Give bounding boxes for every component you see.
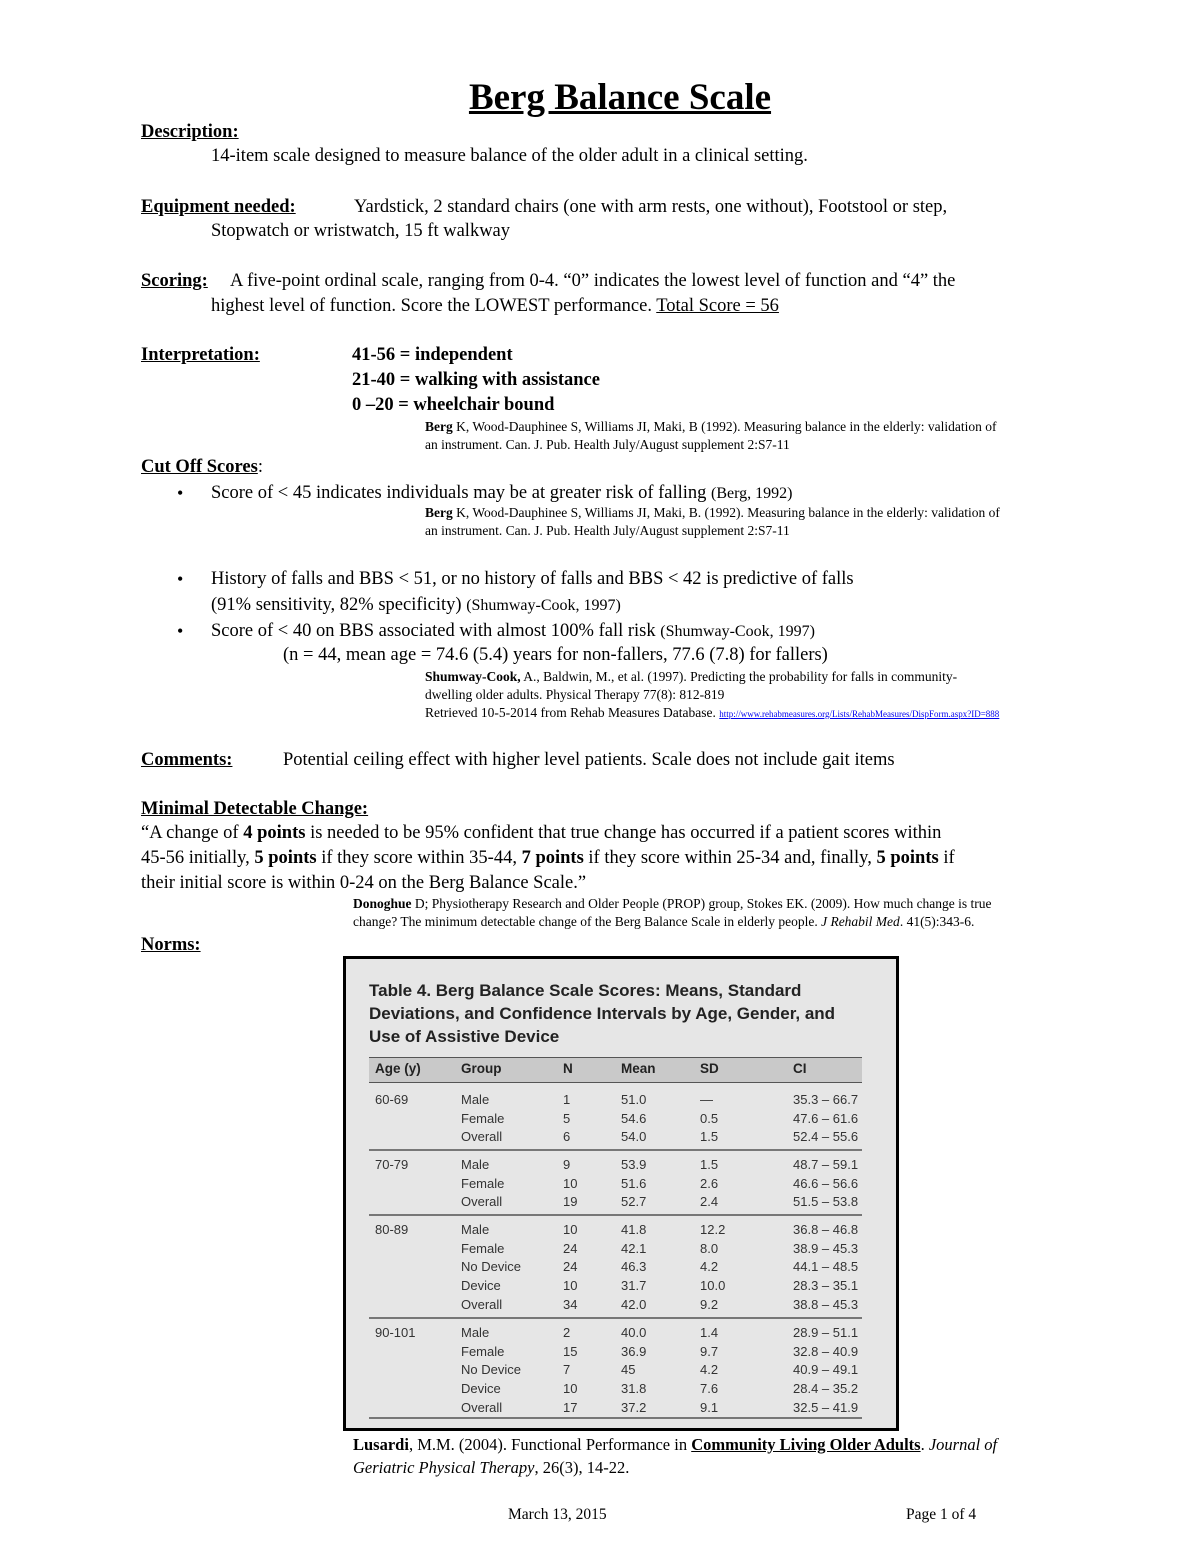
mean-cell: 51.6 [621,1175,647,1191]
sd-cell: 8.0 [700,1240,719,1256]
sd-cell: 1.5 [700,1157,719,1172]
ci-cell: 52.4 – 55.6 [793,1129,859,1145]
n-cell: 2 [563,1325,571,1340]
group-cell: Device [461,1278,501,1294]
comments-text: Potential ceiling effect with higher level patients. Scale does not include gait items [283,750,895,770]
col-ci: CI [793,1061,807,1076]
mean-cell: 54.6 [621,1110,647,1126]
norms-source-line2: Geriatric Physical Therapy, 26(3), 14-22. [353,1458,630,1477]
cutoff-reference-3: Shumway-Cook, A., Baldwin, M., et al. (1997). Predicting the probability for falls in community- [425,669,958,684]
mdc-quote-line3: their initial score is within 0-24 on the Berg Balance Scale.” [141,873,587,893]
ci-cell: 32.5 – 41.9 [793,1399,859,1415]
interpretation-item: 21-40 = walking with assistance [352,370,600,390]
mdc-quote-line1: “A change of 4 points is needed to be 95% confident that true change has occurred if a patient scores within [141,823,942,843]
interpretation-heading: Interpretation: [141,345,260,365]
col-sd: SD [700,1061,719,1076]
n-cell: 10 [563,1381,578,1397]
group-cell: Male [461,1092,490,1107]
n-cell: 19 [563,1194,578,1210]
group-cell: Overall [461,1399,503,1415]
interpretation-reference: Berg K, Wood-Dauphinee S, Williams JI, Maki, B (1992). Measuring balance in the elderly: validation of [425,419,997,434]
col-age: Age (y) [375,1061,421,1076]
n-cell: 24 [563,1240,578,1256]
group-cell: Overall [461,1194,503,1210]
group-cell: Device [461,1381,501,1397]
n-cell: 24 [563,1259,578,1275]
norms-heading: Norms: [141,935,201,955]
age-group-label: 90-101 [375,1325,416,1340]
cutoff-reference-1-line2: an instrument. Can. J. Pub. Health July/August supplement 2:S7-11 [425,523,790,538]
ci-cell: 40.9 – 49.1 [793,1362,859,1378]
mean-cell: 31.7 [621,1278,647,1294]
ci-cell: 32.8 – 40.9 [793,1343,859,1359]
sd-cell: 1.4 [700,1325,719,1340]
interpretation-reference-line2: an instrument. Can. J. Pub. Health July/August supplement 2:S7-11 [425,437,790,452]
mdc-reference: Donoghue D; Physiotherapy Research and Older People (PROP) group, Stokes EK. (2009). How much change is true [353,896,992,911]
group-cell: No Device [461,1362,521,1378]
mdc-reference-line2: change? The minimum detectable change of the Berg Balance Scale in elderly people. J Rehabil Med. 41(5):343-6. [353,914,975,929]
n-cell: 9 [563,1157,571,1172]
n-cell: 10 [563,1278,578,1294]
n-cell: 10 [563,1175,578,1191]
mean-cell: 42.0 [621,1296,647,1312]
description-text: 14-item scale designed to measure balance of the older adult in a clinical setting. [211,146,808,166]
sd-cell: 12.2 [700,1222,726,1237]
mdc-heading: Minimal Detectable Change: [141,799,369,819]
n-cell: 7 [563,1362,571,1378]
cutoff-bullet-1: • Score of < 45 indicates individuals may be at greater risk of falling (Berg, 1992) [211,483,793,504]
page-title: Berg Balance Scale [468,77,772,118]
mdc-quote-line2: 45-56 initially, 5 points if they score within 35-44, 7 points if they score within 25-34 and, finally, 5 points if [141,848,955,868]
mean-cell: 37.2 [621,1399,647,1415]
equipment-heading: Equipment needed: [141,197,296,217]
norms-table-title: Table 4. Berg Balance Scale Scores: Means, Standard Deviations, and Confidence Intervals by Age, Gender, and Use of Assistive Device [369,981,836,1046]
mean-cell: 54.0 [621,1129,647,1145]
equipment-line1: Yardstick, 2 standard chairs (one with arm rests, one without), Footstool or step, [354,197,948,217]
group-cell: Male [461,1157,490,1172]
mean-cell: 42.1 [621,1240,647,1256]
ci-cell: 51.5 – 53.8 [793,1194,859,1210]
group-cell: Overall [461,1296,503,1312]
mean-cell: 41.8 [621,1222,647,1237]
group-cell: Male [461,1325,490,1340]
col-n: N [563,1061,573,1076]
scoring-heading: Scoring: [141,271,208,291]
mean-cell: 31.8 [621,1381,647,1397]
rehab-measures-link[interactable]: http://www.rehabmeasures.org/Lists/RehabMeasures/DispForm.aspx?ID=888 [719,709,1000,719]
n-cell: 6 [563,1129,571,1145]
n-cell: 15 [563,1343,578,1359]
mean-cell: 36.9 [621,1343,647,1359]
comments-heading: Comments: [141,750,233,770]
age-group-label: 60-69 [375,1092,409,1107]
sd-cell: 2.6 [700,1175,719,1191]
mean-cell: 45 [621,1362,636,1378]
sd-cell: 7.6 [700,1381,719,1397]
mean-cell: 52.7 [621,1194,647,1210]
scoring-line1: A five-point ordinal scale, ranging from 0-4. “0” indicates the lowest level of function and “4” the [230,271,956,291]
scoring-line2: highest level of function. Score the LOWEST performance. Total Score = 56 [211,296,779,316]
mean-cell: 40.0 [621,1325,647,1340]
norms-source: Lusardi, M.M. (2004). Functional Performance in Community Living Older Adults. Journal of [353,1435,998,1454]
footer-date: March 13, 2015 [508,1506,607,1523]
n-cell: 1 [563,1092,571,1107]
sd-cell: 4.2 [700,1259,719,1275]
cutoff-bullet-2: • History of falls and BBS < 51, or no history of falls and BBS < 42 is predictive of falls [211,569,854,590]
n-cell: 34 [563,1296,578,1312]
age-group-label: 70-79 [375,1157,409,1172]
ci-cell: 28.4 – 35.2 [793,1381,859,1397]
cutoff-bullet-3: • Score of < 40 on BBS associated with almost 100% fall risk (Shumway-Cook, 1997) [211,621,815,642]
ci-cell: 38.8 – 45.3 [793,1296,859,1312]
n-cell: 5 [563,1110,571,1126]
group-divider [369,1317,862,1319]
sd-cell: — [700,1092,713,1107]
cutoff-reference-1: Berg K, Wood-Dauphinee S, Williams JI, Maki, B. (1992). Measuring balance in the elderly: validation of [425,505,1000,520]
group-cell: Male [461,1222,490,1237]
cutoff-bullet-2-line2: (91% sensitivity, 82% specificity) (Shumway-Cook, 1997) [211,595,621,615]
group-cell: Overall [461,1129,503,1145]
sd-cell: 0.5 [700,1110,719,1126]
n-cell: 17 [563,1399,578,1415]
group-cell: No Device [461,1259,521,1275]
ci-cell: 36.8 – 46.8 [793,1222,859,1237]
group-cell: Female [461,1343,505,1359]
col-mean: Mean [621,1061,656,1076]
cutoff-reference-3-line2: dwelling older adults. Physical Therapy 77(8): 812-819 [425,687,725,702]
group-cell: Female [461,1175,505,1191]
total-score: Total Score = 56 [656,296,779,316]
sd-cell: 9.2 [700,1296,719,1312]
col-group: Group [461,1061,502,1076]
mean-cell: 46.3 [621,1259,647,1275]
ci-cell: 47.6 – 61.6 [793,1110,859,1126]
equipment-line2: Stopwatch or wristwatch, 15 ft walkway [211,221,511,241]
ci-cell: 48.7 – 59.1 [793,1157,859,1172]
mean-cell: 53.9 [621,1157,647,1172]
table-bottom-rule [369,1417,862,1419]
sd-cell: 9.1 [700,1399,719,1415]
n-cell: 10 [563,1222,578,1237]
ci-cell: 38.9 – 45.3 [793,1240,859,1256]
sd-cell: 2.4 [700,1194,719,1210]
sd-cell: 9.7 [700,1343,719,1359]
cutoff-heading: Cut Off Scores: [141,457,263,477]
norms-table-header [369,1057,862,1083]
description-heading: Description: [141,122,239,142]
group-cell: Female [461,1110,505,1126]
interpretation-item: 41-56 = independent [352,345,513,365]
norms-table-image [343,956,899,1431]
ci-cell: 44.1 – 48.5 [793,1259,859,1275]
sd-cell: 10.0 [700,1278,726,1294]
age-group-label: 80-89 [375,1222,409,1237]
cutoff-reference-3-line3: Retrieved 10-5-2014 from Rehab Measures Database. http://www.rehabmeasures.org/Lists/RehabMeasures/DispForm.aspx?ID=888 [425,705,1000,720]
group-cell: Female [461,1240,505,1256]
group-divider [369,1149,862,1151]
sd-cell: 4.2 [700,1362,719,1378]
sd-cell: 1.5 [700,1129,719,1145]
ci-cell: 35.3 – 66.7 [793,1092,859,1107]
mean-cell: 51.0 [621,1092,647,1107]
ci-cell: 28.9 – 51.1 [793,1325,859,1340]
interpretation-item: 0 –20 = wheelchair bound [352,395,555,415]
ci-cell: 46.6 – 56.6 [793,1175,859,1191]
footer-page-number: Page 1 of 4 [906,1506,977,1523]
ci-cell: 28.3 – 35.1 [793,1278,859,1294]
cutoff-bullet-3-line2: (n = 44, mean age = 74.6 (5.4) years for non-fallers, 77.6 (7.8) for fallers) [283,645,828,665]
group-divider [369,1214,862,1216]
